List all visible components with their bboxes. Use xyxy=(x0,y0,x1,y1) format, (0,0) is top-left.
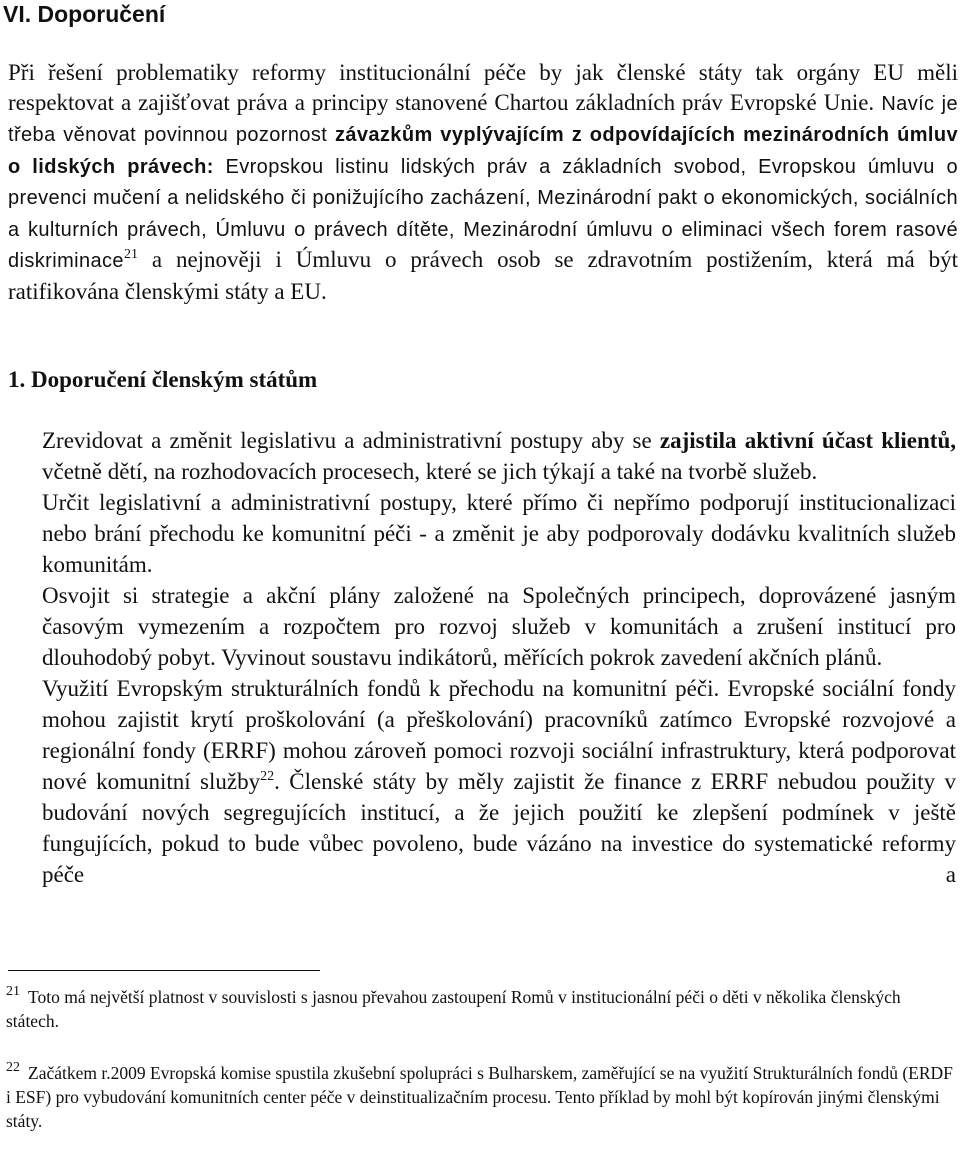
footnote-number: 21 xyxy=(6,984,20,999)
recommendation-emphasis: zajistila aktivní účast klientů, xyxy=(659,428,956,453)
footnote-ref-21[interactable]: 21 xyxy=(123,247,138,262)
recommendation-text: . Členské státy by měly zajistit že finance z ERRF nebudou použity v budování nových segregujících institucí, a že jejich použití ke zlepšení podmínek v ještě fungujících, pokud to bude vůbec povoleno, bude vázáno na investice do systematické reformy péče a xyxy=(42,769,956,887)
footnote-number: 22 xyxy=(6,1060,20,1075)
footnotes xyxy=(6,985,956,1133)
intro-text-conventions: Evropskou listinu lidských práv a základních svobod, Evropskou úmluvu o prevenci mučení a nelidského či ponižujícího zacházení, Mezinárodní pakt o ekonomických, sociálních a kulturních právech, Úmluvu o právech dítěte, Mezinárodní úmluvu o eliminaci všech forem rasové diskriminace xyxy=(8,155,958,272)
subsection-heading: 1. Doporučení členským státům xyxy=(8,367,318,392)
intro-text-attention: Navíc je třeba věnovat povinnou pozornost xyxy=(8,92,958,146)
footnote-separator xyxy=(8,970,320,971)
recommendation-text: Zrevidovat a změnit legislativu a administrativní postupy aby se xyxy=(42,428,660,453)
section-heading: VI. Doporučení xyxy=(3,1,166,27)
recommendation-item: Osvojit si strategie a akční plány založené na Společných principech, doprovázené jasným časovým vymezením a rozpočtem pro rozvoj služeb v komunitách a zrušení institucí pro dlouhodobý pobyt. Vyvinout soustavu indikátorů, měřících pokrok zavedení akčních plánů. xyxy=(42,583,956,670)
footnote-ref-22[interactable]: 22 xyxy=(260,769,275,784)
footnote-21 xyxy=(6,985,956,1033)
intro-text-charter: Při řešení problematiky reformy institucionální péče by jak členské státy tak orgány EU měli respektovat a zajišťovat práva a principy stanovené Chartou základních práv Evropské Unie. xyxy=(8,60,958,115)
footnote-22 xyxy=(6,1061,956,1133)
intro-paragraph xyxy=(8,58,958,306)
footnote-text: Toto má největší platnost v souvislosti s jasnou převahou zastoupení Romů v institucionální péči o děti v několika členských státech. xyxy=(6,987,901,1031)
recommendations-list xyxy=(42,425,956,890)
recommendation-text: Využití Evropským strukturálních fondů k přechodu na komunitní péči. Evropské sociální fondy mohou zajistit krytí proškolování (a přeškolování) pracovníků zatímco Evropské rozvojové a regionální fondy (ERRF) mohou zároveň pomoci rozvoji sociální infrastruktury, která podporovat nové komunitní služby xyxy=(42,676,956,794)
recommendation-item xyxy=(42,673,956,890)
recommendation-item: Určit legislativní a administrativní postupy, které přímo či nepřímo podporují institucionalizaci nebo brání přechodu ke komunitní péči - a změnit je aby podporovaly dodávku kvalitních služeb komunitám. xyxy=(42,490,956,577)
recommendation-text: včetně dětí, na rozhodovacích procesech, které se jich týkají a také na tvorbě služeb. xyxy=(42,459,818,484)
recommendation-item xyxy=(42,425,956,487)
footnote-text: Začátkem r.2009 Evropská komise spustila zkušební spolupráci s Bulharskem, zaměřující se na využití Strukturálních fondů (ERDF i ESF) pro vybudování komunitních center péče v deinstitualizačním procesu. Tento příklad by mohl být kopírován jinými členskými státy. xyxy=(6,1063,953,1131)
intro-text-disability-convention: a nejnověji i Úmluvu o právech osob se zdravotním postižením, která má být ratifikována členskými státy a EU. xyxy=(8,247,958,304)
intro-text-obligations: závazkům vyplývajícím z odpovídajících mezinárodních úmluv o lidských právech: xyxy=(8,124,958,178)
